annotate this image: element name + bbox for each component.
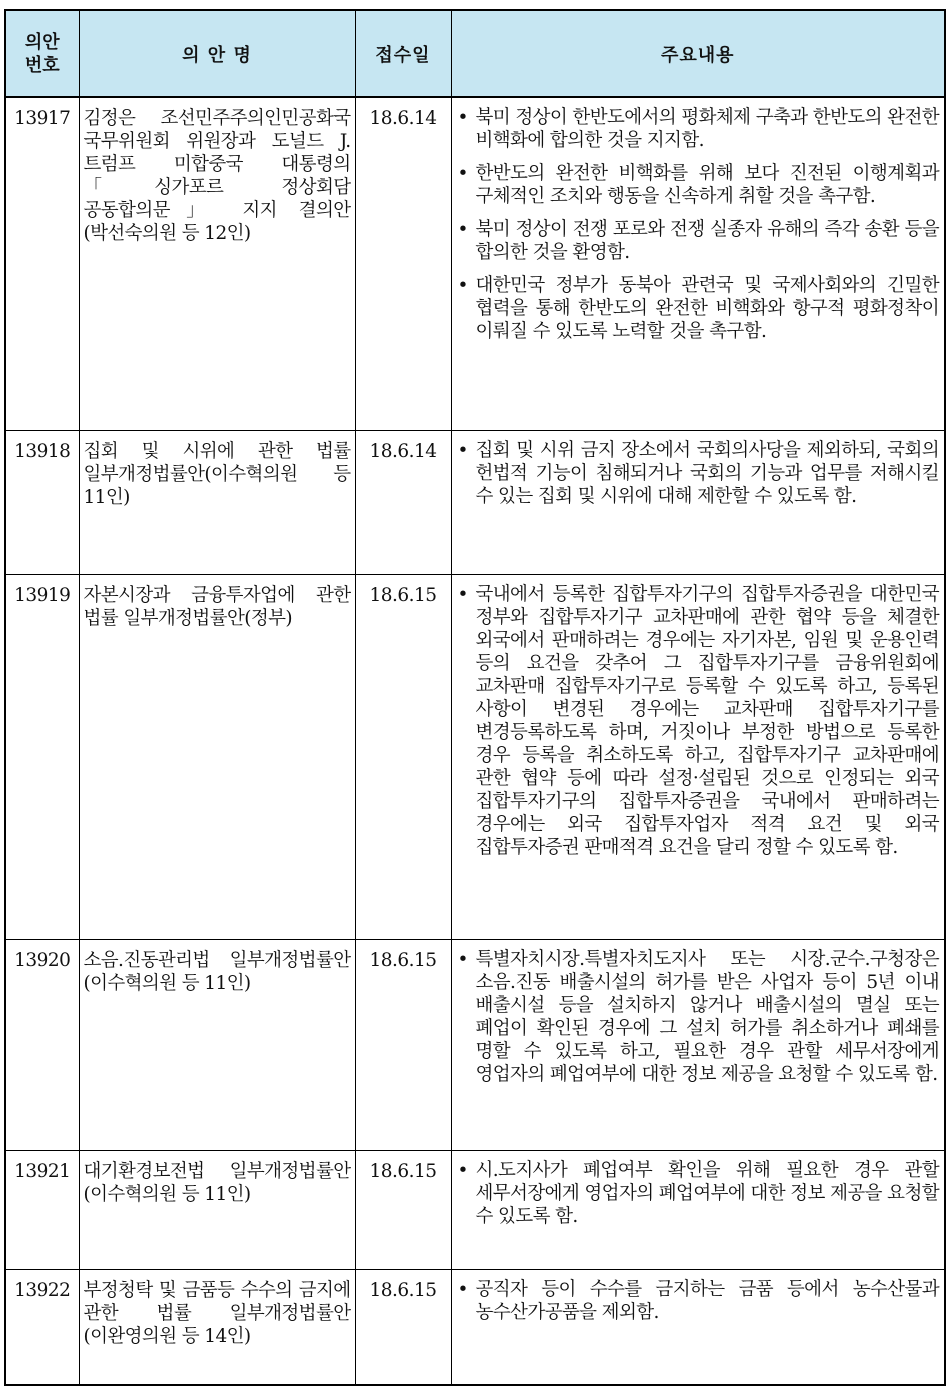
content-item	[456, 1159, 940, 1228]
content-item-text: 대한민국 정부가 동북아 관련국 및 국제사회와의 긴밀한 협력을 통해 한반도의 완전한 비핵화와 항구적 평화정착이 이뤄질 수 있도록 노력할 것을 촉구함.	[475, 275, 939, 342]
bill-title-cell	[79, 431, 355, 575]
content-item	[456, 106, 940, 152]
receipt-date: 18.6.15	[369, 585, 437, 606]
receipt-date-cell	[355, 575, 451, 940]
bill-title: 대기환경보전법 일부개정법률안(이수혁의원 등 11인)	[83, 1161, 351, 1205]
bullet-icon: •	[457, 584, 468, 605]
content-item	[456, 583, 940, 859]
bill-title-cell	[79, 940, 355, 1151]
table-row	[5, 940, 945, 1151]
main-content-cell	[451, 575, 945, 940]
bill-number: 13922	[14, 1280, 71, 1301]
receipt-date-cell	[355, 1151, 451, 1270]
table-row	[5, 431, 945, 575]
bill-title: 부정청탁 및 금품등 수수의 금지에 관한 법률 일부개정법률안(이완영의원 등 14인)	[83, 1280, 351, 1347]
content-item	[456, 1278, 940, 1324]
receipt-date: 18.6.15	[369, 950, 437, 971]
bullet-icon: •	[457, 163, 468, 184]
content-item-text: 북미 정상이 한반도에서의 평화체제 구축과 한반도의 완전한 비핵화에 합의한 것을 지지함.	[475, 107, 939, 151]
bill-number-cell	[5, 97, 79, 431]
bill-number-cell	[5, 1270, 79, 1386]
bill-title: 집회 및 시위에 관한 법률 일부개정법률안(이수혁의원 등 11인)	[83, 441, 351, 508]
content-item	[456, 948, 940, 1086]
header-receipt-date: 접수일	[355, 10, 451, 97]
bill-number: 13919	[14, 585, 71, 606]
receipt-date: 18.6.14	[369, 441, 437, 462]
content-item-text: 특별자치시장.특별자치도지사 또는 시장.군수.구청장은 소음.진동 배출시설의 허가를 받은 사업자 등이 5년 이내 배출시설 등을 설치하지 않거나 배출시설의 멸실 또는 폐업이 확인된 경우에 그 설치 허가를 취소하거나 폐쇄를 명할 수 있도록 하고, 필요한 경우 관할 세무서장에게 영업자의 폐업여부에 대한 정보 제공을 요청할 수 있도록 함.	[475, 949, 939, 1085]
content-item	[456, 439, 940, 508]
header-main-content: 주요내용	[451, 10, 945, 97]
bill-title: 김정은 조선민주주의인민공화국 국무위원회 위원장과 도널드 J. 트럼프 미합중국 대통령의 「싱가포르 정상회담 공동합의문」 지지 결의안(박선숙의원 등 12인)	[83, 108, 351, 244]
content-item	[456, 218, 940, 264]
table-row	[5, 97, 945, 431]
main-content-cell	[451, 97, 945, 431]
bill-number-cell	[5, 940, 79, 1151]
bill-title: 자본시장과 금융투자업에 관한 법률 일부개정법률안(정부)	[83, 585, 351, 629]
bill-number-cell	[5, 1151, 79, 1270]
receipt-date-cell	[355, 97, 451, 431]
receipt-date-cell	[355, 1270, 451, 1386]
content-item-text: 집회 및 시위 금지 장소에서 국회의사당을 제외하되, 국회의 헌법적 기능이 침해되거나 국회의 기능과 업무를 저해시킬 수 있는 집회 및 시위에 대해 제한할 수 있도록 함.	[475, 440, 939, 507]
content-item-text: 공직자 등이 수수를 금지하는 금품 등에서 농수산물과 농수산가공품을 제외함.	[475, 1279, 939, 1323]
bill-number-cell	[5, 575, 79, 940]
content-item	[456, 274, 940, 343]
main-content-cell	[451, 1270, 945, 1386]
main-content-cell	[451, 1151, 945, 1270]
bill-number: 13918	[14, 441, 71, 462]
content-item-text: 시.도지사가 폐업여부 확인을 위해 필요한 경우 관할 세무서장에게 영업자의 폐업여부에 대한 정보 제공을 요청할 수 있도록 함.	[475, 1160, 939, 1227]
bullet-icon: •	[457, 275, 468, 296]
bill-number: 13917	[14, 108, 71, 129]
receipt-date-cell	[355, 431, 451, 575]
table-row	[5, 1151, 945, 1270]
content-item-text: 북미 정상이 전쟁 포로와 전쟁 실종자 유해의 즉각 송환 등을 합의한 것을 환영함.	[475, 219, 939, 263]
bullet-icon: •	[457, 1160, 468, 1181]
bill-title-cell	[79, 97, 355, 431]
bullet-icon: •	[457, 1279, 468, 1300]
content-item	[456, 162, 940, 208]
bill-title-cell	[79, 1151, 355, 1270]
bullet-icon: •	[457, 107, 468, 128]
bill-title: 소음.진동관리법 일부개정법률안(이수혁의원 등 11인)	[83, 950, 351, 994]
header-bill-number	[5, 10, 79, 97]
table-row	[5, 575, 945, 940]
bill-table	[4, 9, 946, 1386]
bullet-icon: •	[457, 440, 468, 461]
bullet-icon: •	[457, 949, 468, 970]
header-bill-number-label: 의안 번호	[24, 31, 60, 76]
bill-number: 13921	[14, 1161, 71, 1182]
receipt-date: 18.6.15	[369, 1280, 437, 1301]
header-row	[5, 10, 945, 97]
header-bill-title: 의 안 명	[79, 10, 355, 97]
main-content-cell	[451, 940, 945, 1151]
bill-title-cell	[79, 575, 355, 940]
main-content-cell	[451, 431, 945, 575]
receipt-date-cell	[355, 940, 451, 1151]
bill-number: 13920	[14, 950, 71, 971]
receipt-date: 18.6.15	[369, 1161, 437, 1182]
content-item-text: 국내에서 등록한 집합투자기구의 집합투자증권을 대한민국 정부와 집합투자기구 교차판매에 관한 협약 등을 체결한 외국에서 판매하려는 경우에는 자기자본, 임원 및 운용인력 등의 요건을 갖추어 그 집합투자기구를 금융위원회에 교차판매 집합투자기구로 등록할 수 있도록 하고, 등록된 사항이 변경된 경우에는 교차판매 집합투자기구를 변경등록하도록 하며, 거짓이나 부정한 방법으로 등록한 경우 등록을 취소하도록 하고, 집합투자기구 교차판매에 관한 협약 등에 따라 설정·설립된 것으로 인정되는 외국 집합투자기구의 집합투자증권을 국내에서 판매하려는 경우에는 외국 집합투자업자 적격 요건 및 외국 집합투자증권 판매적격 요건을 달리 정할 수 있도록 함.	[475, 584, 939, 858]
bill-title-cell	[79, 1270, 355, 1386]
bill-number-cell	[5, 431, 79, 575]
bullet-icon: •	[457, 219, 468, 240]
content-item-text: 한반도의 완전한 비핵화를 위해 보다 진전된 이행계획과 구체적인 조치와 행동을 신속하게 취할 것을 촉구함.	[475, 163, 939, 207]
table-row	[5, 1270, 945, 1386]
receipt-date: 18.6.14	[369, 108, 437, 129]
